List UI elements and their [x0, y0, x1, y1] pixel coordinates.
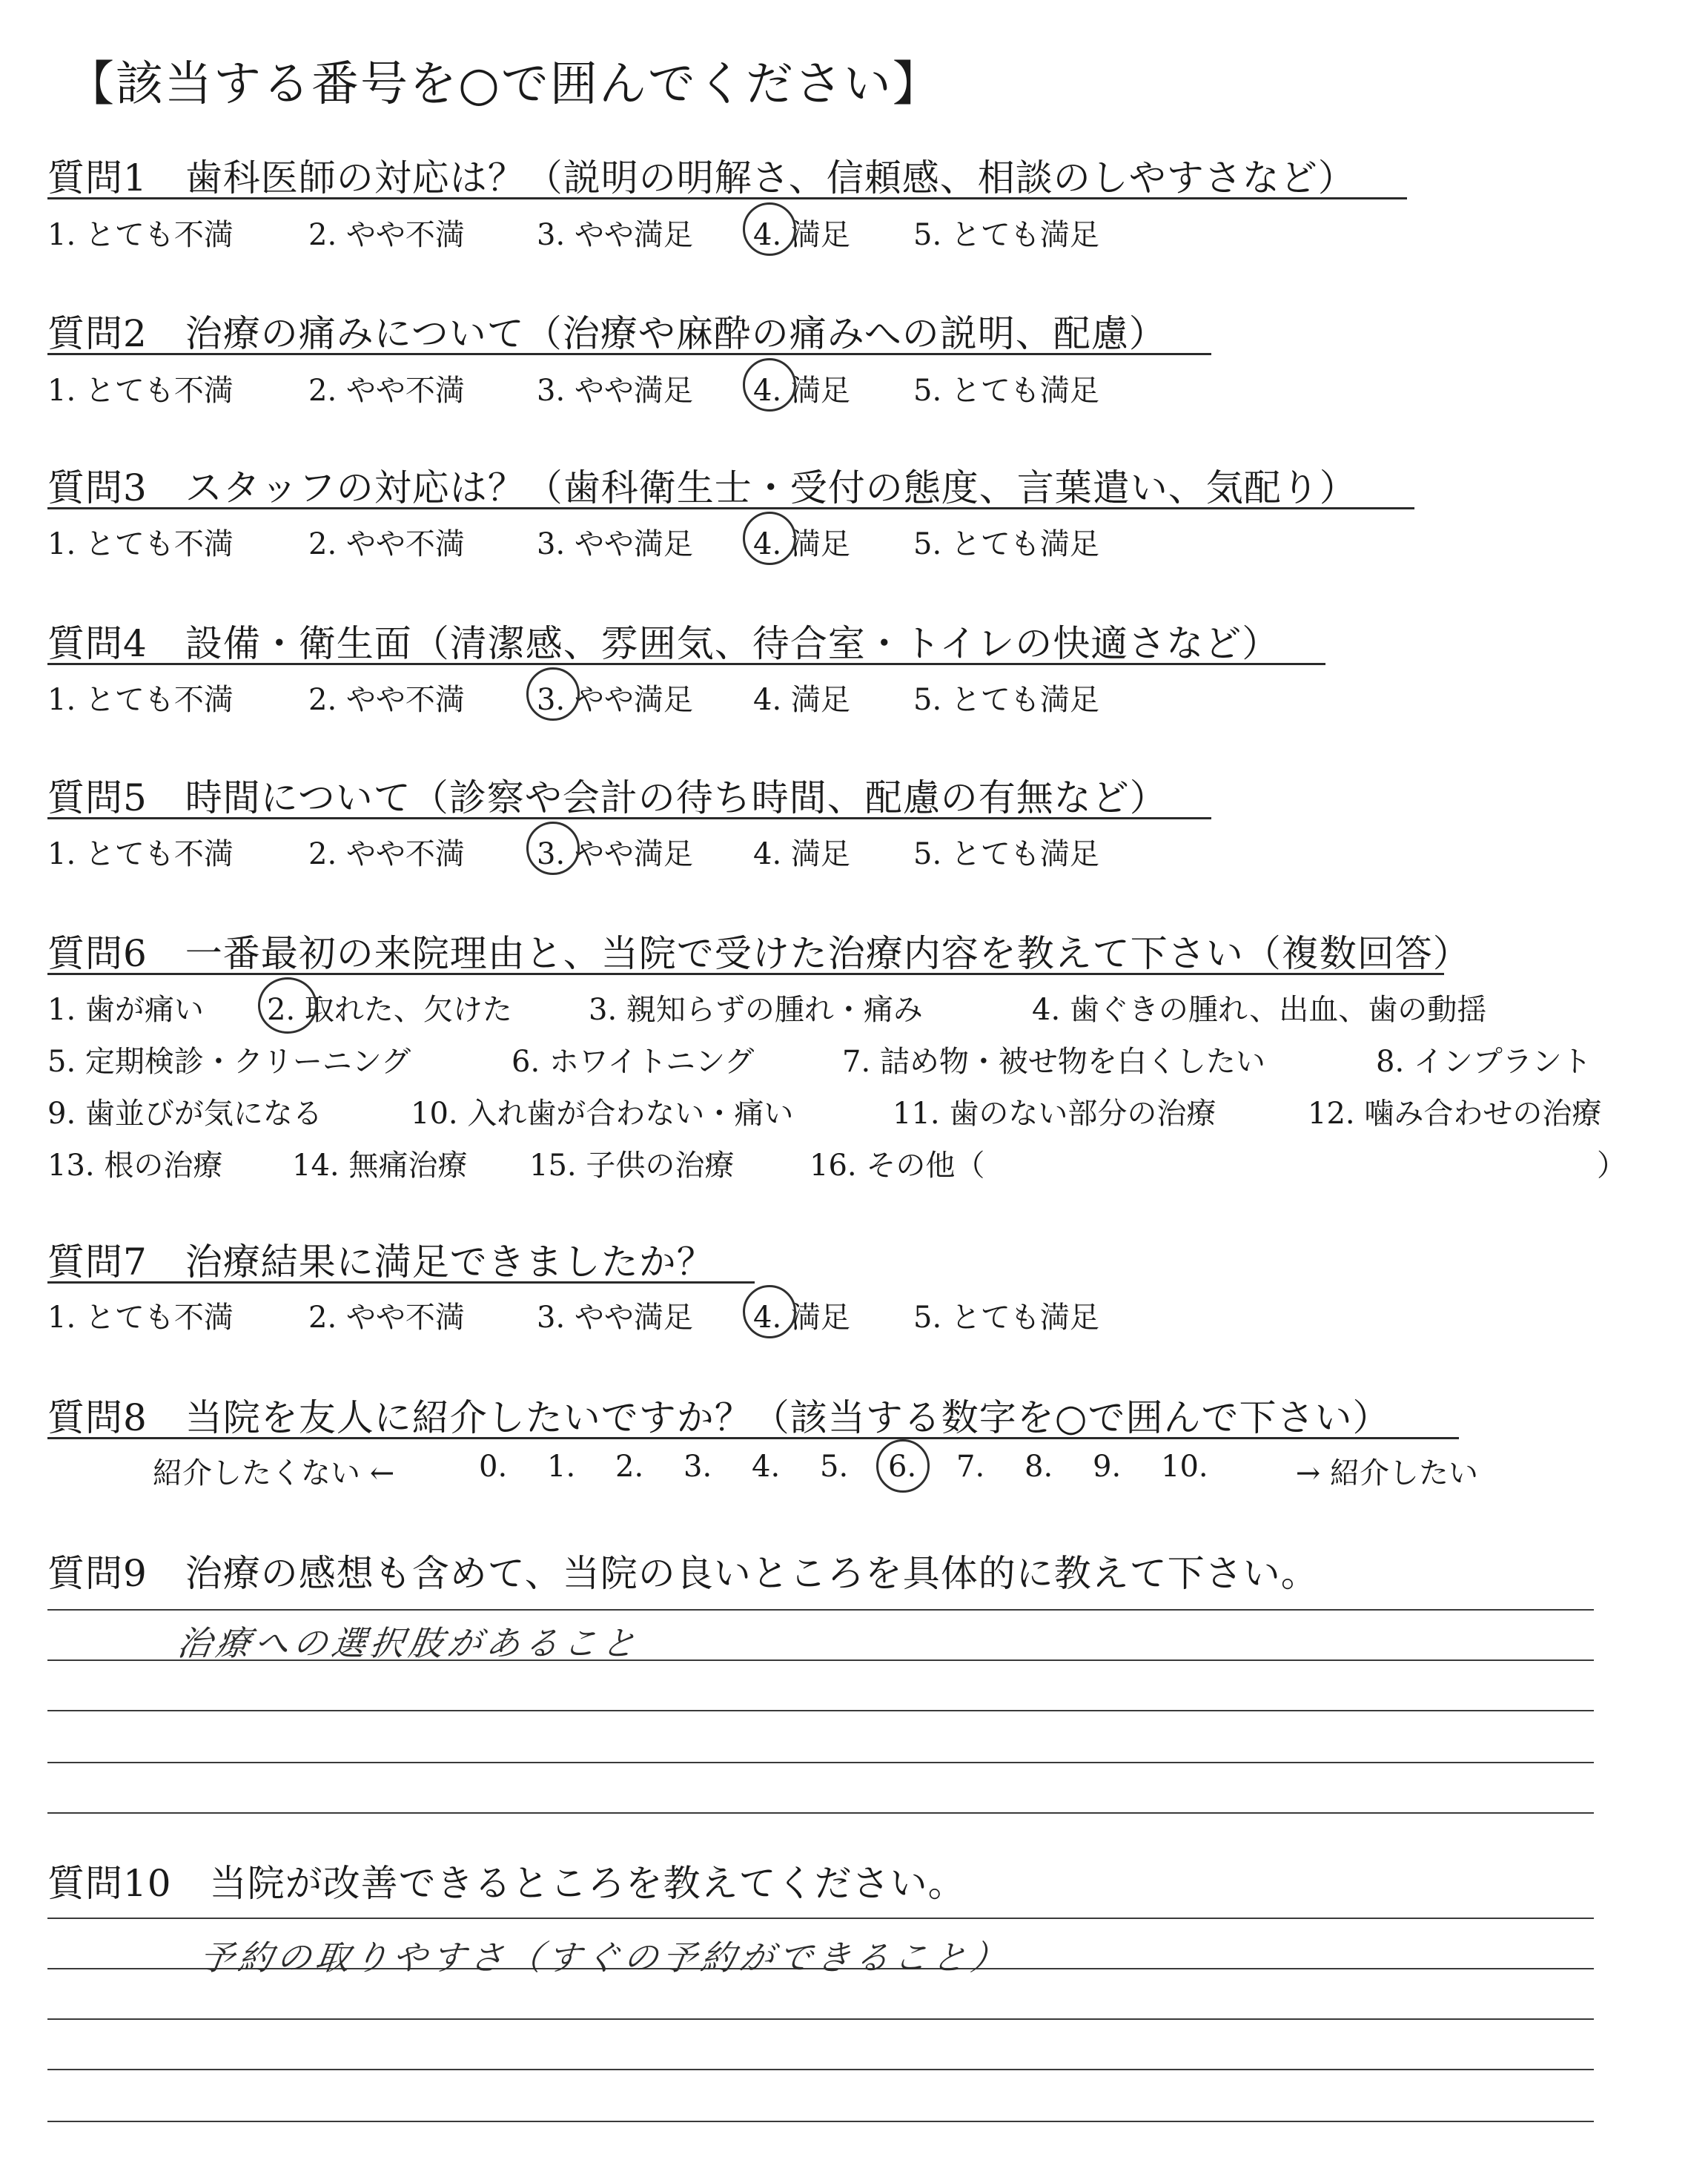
- q3-selection-circle: [743, 512, 796, 565]
- q3-option-1: 1. とても不満: [47, 527, 234, 561]
- q2-selection-circle: [743, 358, 796, 412]
- q1-option-1: 1. とても不満: [47, 218, 234, 252]
- q1-option-3: 3. やや満足: [537, 218, 693, 252]
- q6-option-4: 4. 歯ぐきの腫れ、出血、歯の動揺: [1032, 993, 1487, 1027]
- q10-write-line: [47, 2069, 1594, 2070]
- question-6-underline: [47, 973, 1444, 975]
- question-6-title: 質問6 一番最初の来院理由と、当院で受けた治療内容を教えて下さい（複数回答）: [47, 932, 1471, 975]
- q6-option-3: 3. 親知らずの腫れ・痛み: [589, 993, 923, 1027]
- question-4-underline: [47, 663, 1325, 665]
- q7-option-3: 3. やや満足: [537, 1301, 693, 1335]
- q8-right-label: → 紹介したい: [1295, 1456, 1478, 1490]
- question-7-underline: [47, 1281, 755, 1284]
- question-2-options: [47, 367, 1234, 412]
- q1-selection-circle: [743, 202, 796, 256]
- q4-option-4: 4. 満足: [753, 683, 850, 717]
- question-5-options: [47, 830, 1234, 875]
- q8-number-4: 4.: [752, 1450, 781, 1484]
- q8-number-5: 5.: [820, 1450, 849, 1484]
- question-8-underline: [47, 1437, 1459, 1439]
- q7-option-2: 2. やや不満: [308, 1301, 465, 1335]
- q5-option-4: 4. 満足: [753, 837, 850, 871]
- q2-option-4: 4. 満足: [753, 374, 850, 408]
- q7-selection-circle: [743, 1285, 796, 1338]
- q6-selection-circle: [258, 977, 317, 1034]
- q8-number-9: 9.: [1093, 1450, 1122, 1484]
- q6-option-16-close: ）: [1597, 1149, 1626, 1183]
- q4-option-5: 5. とても満足: [913, 683, 1099, 717]
- question-7-title: 質問7 治療結果に満足できましたか？: [47, 1241, 715, 1284]
- q8-number-10: 10.: [1161, 1450, 1208, 1484]
- q10-write-line: [47, 2018, 1594, 2020]
- q6-option-5: 5. 定期検診・クリーニング: [47, 1045, 411, 1079]
- q9-write-line: [47, 1710, 1594, 1711]
- q6-option-9: 9. 歯並びが気になる: [47, 1097, 322, 1131]
- q6-option-13: 13. 根の治療: [47, 1149, 223, 1183]
- q6-option-8: 8. インプラント: [1376, 1045, 1592, 1079]
- q6-option-2: 2. 取れた、欠けた: [267, 993, 512, 1027]
- question-2-underline: [47, 353, 1211, 355]
- q6-option-14: 14. 無痛治療: [292, 1149, 468, 1183]
- q6-option-10: 10. 入れ歯が合わない・痛い: [411, 1097, 794, 1131]
- q1-option-4: 4. 満足: [753, 218, 850, 252]
- q2-option-3: 3. やや満足: [537, 374, 693, 408]
- q5-option-5: 5. とても満足: [913, 837, 1099, 871]
- q8-number-1: 1.: [547, 1450, 576, 1484]
- q3-option-3: 3. やや満足: [537, 527, 693, 561]
- q4-option-1: 1. とても不満: [47, 683, 234, 717]
- q10-write-line: [47, 2121, 1594, 2122]
- q3-option-5: 5. とても満足: [913, 527, 1099, 561]
- q4-selection-circle: [526, 667, 580, 721]
- question-7-options: [47, 1294, 1234, 1338]
- q8-number-2: 2.: [615, 1450, 644, 1484]
- q6-option-11: 11. 歯のない部分の治療: [893, 1097, 1217, 1131]
- q8-selection-circle: [876, 1439, 930, 1493]
- question-3-underline: [47, 507, 1414, 509]
- q5-option-3: 3. やや満足: [537, 837, 693, 871]
- question-1-options: [47, 211, 1234, 256]
- question-10-title: 質問10 当院が改善できるところを教えてください。: [47, 1862, 966, 1905]
- question-4-title: 質問4 設備・衛生面（清潔感、雰囲気、待合室・トイレの快適さなど）: [47, 622, 1280, 665]
- question-8-scale: [0, 1450, 1708, 1494]
- q1-option-5: 5. とても満足: [913, 218, 1099, 252]
- q9-handwritten-answer: 治療への選択肢があること: [174, 1623, 643, 1663]
- q9-write-line: [47, 1762, 1594, 1763]
- q6-option-1: 1. 歯が痛い: [47, 993, 204, 1027]
- q8-number-8: 8.: [1025, 1450, 1053, 1484]
- q10-handwritten-answer: 予約の取りやすさ（すぐの予約ができること）: [196, 1938, 1013, 1978]
- q1-option-2: 2. やや不満: [308, 218, 465, 252]
- q3-option-4: 4. 満足: [753, 527, 850, 561]
- q10-write-line: [47, 1918, 1594, 1919]
- q2-option-2: 2. やや不満: [308, 374, 465, 408]
- q9-write-line: [47, 1812, 1594, 1814]
- q8-number-3: 3.: [683, 1450, 712, 1484]
- q4-option-3: 3. やや満足: [537, 683, 693, 717]
- question-5-underline: [47, 817, 1211, 819]
- q8-number-6: 6.: [888, 1450, 917, 1484]
- q6-option-7: 7. 詰め物・被せ物を白くしたい: [842, 1045, 1265, 1079]
- question-2-title: 質問2 治療の痛みについて（治療や麻酔の痛みへの説明、配慮）: [47, 312, 1167, 355]
- q6-option-16: 16. その他（: [810, 1149, 985, 1183]
- q7-option-5: 5. とても満足: [913, 1301, 1099, 1335]
- q5-selection-circle: [526, 822, 580, 875]
- q2-option-1: 1. とても不満: [47, 374, 234, 408]
- q7-option-4: 4. 満足: [753, 1301, 850, 1335]
- question-9-title: 質問9 治療の感想も含めて、当院の良いところを具体的に教えて下さい。: [47, 1552, 1319, 1595]
- question-3-title: 質問3 スタッフの対応は？（歯科衛生士・受付の態度、言葉遣い、気配り）: [47, 466, 1357, 509]
- question-4-options: [47, 676, 1234, 721]
- q5-option-2: 2. やや不満: [308, 837, 465, 871]
- q4-option-2: 2. やや不満: [308, 683, 465, 717]
- q8-left-label: 紹介したくない ←: [153, 1456, 395, 1490]
- q8-number-7: 7.: [956, 1450, 985, 1484]
- q6-option-15: 15. 子供の治療: [529, 1149, 735, 1183]
- question-3-options: [47, 521, 1234, 565]
- q8-number-0: 0.: [479, 1450, 508, 1484]
- q6-option-6: 6. ホワイトニング: [512, 1045, 755, 1079]
- q5-option-1: 1. とても不満: [47, 837, 234, 871]
- question-5-title: 質問5 時間について（診察や会計の待ち時間、配慮の有無など）: [47, 776, 1168, 819]
- question-8-title: 質問8 当院を友人に紹介したいですか？（該当する数字を○で囲んで下さい）: [47, 1396, 1391, 1439]
- q2-option-5: 5. とても満足: [913, 374, 1099, 408]
- question-1-title: 質問1 歯科医師の対応は？（説明の明解さ、信頼感、相談のしやすさなど）: [47, 156, 1356, 199]
- q6-option-12: 12. 噛み合わせの治療: [1308, 1097, 1602, 1131]
- question-1-underline: [47, 197, 1407, 199]
- q3-option-2: 2. やや不満: [308, 527, 465, 561]
- q9-write-line: [47, 1609, 1594, 1611]
- q7-option-1: 1. とても不満: [47, 1301, 234, 1335]
- page-header: 【該当する番号を○で囲んでください】: [67, 57, 941, 112]
